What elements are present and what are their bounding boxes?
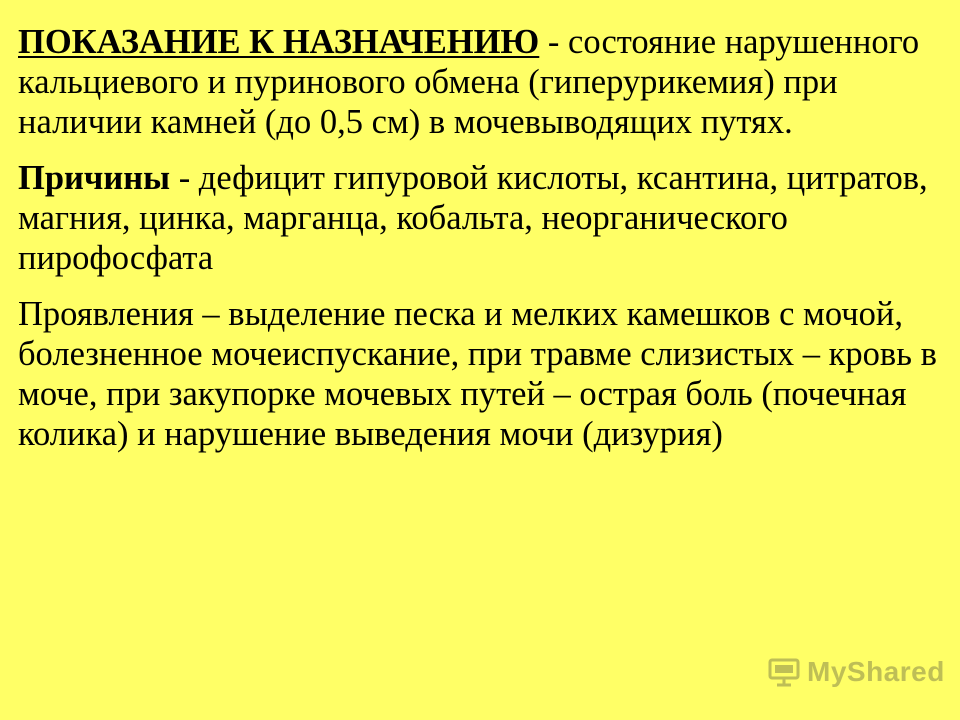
watermark-text: MyShared xyxy=(807,656,945,687)
causes-heading: Причины xyxy=(18,159,171,197)
causes-paragraph xyxy=(18,158,948,278)
indication-heading: ПОКАЗАНИЕ К НАЗНАЧЕНИЮ xyxy=(18,23,540,61)
causes-text: - дефицит гипуровой кислоты, ксантина, цитратов, магния, цинка, марганца, кобальта, неорганического пирофосфата xyxy=(18,159,928,277)
manifestations-paragraph: Проявления – выделение песка и мелких камешков с мочой, болезненное мочеиспускание, при травме слизистых – кровь в моче, при закупорке мочевых путей – острая боль (почечная колика) и нарушение выведения мочи (дизурия) xyxy=(18,295,937,453)
indication-paragraph xyxy=(18,22,948,142)
indication-text: - состояние нарушенного кальциевого и пуринового обмена (гиперурикемия) при наличии камней (до 0,5 см) в мочевыводящих путях. xyxy=(18,23,920,141)
slide-content xyxy=(18,22,948,470)
presentation-board-icon xyxy=(767,657,801,687)
watermark xyxy=(767,654,945,690)
